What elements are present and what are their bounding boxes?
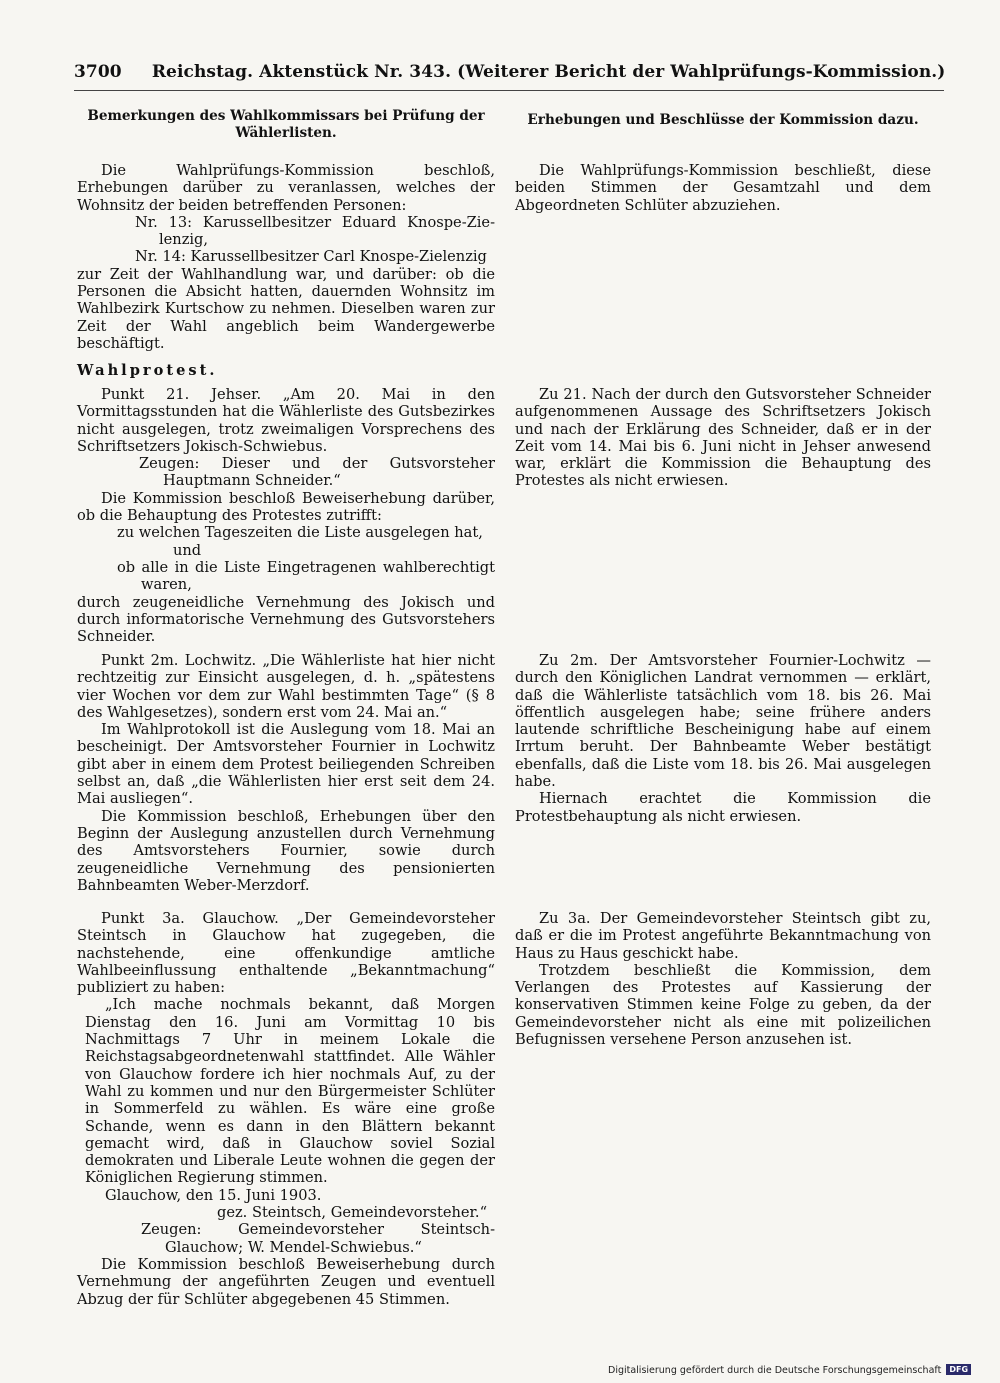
quote-date: Glauchow, den 15. Juni 1903. [105,1186,322,1204]
paragraph: Zu 2m. Der Amtsvorsteher Fournier-Lochwitz — durch den Königlichen Landrat vernommen — erklärt, daß die Wählerliste tatsächlich vom 18. bis 26. Mai öffentlich ausgelegen habe; seine frühere anders lautende schriftliche Bescheinigung habe auf einem Irrtum beruht. Der Bahnbeamte Weber bestätigt ebenfalls, daß die Liste vom 18. bis 26. Mai ausgelegen habe. [515,652,931,791]
paragraph: Punkt 2m. Lochwitz. „Die Wählerliste hat hier nicht rechtzeitig zur Einsicht ausgelegen, d. h. „spätestens vier Wochen vor dem zur Wahl bestimmten Tage“ (§ 8 des Wahlgesetzes), sondern erst vom 24. Mai an.“ [77,652,495,721]
person-nr14: Nr. 14: Karussellbesitzer Carl Knospe-Zielenzig [135,248,487,266]
paragraph: Zu 3a. Der Gemeindevorsteher Steintsch gibt zu, daß er die im Protest angeführte Bekanntmachung von Haus zu Haus geschickt habe. [515,910,931,962]
section-wahlkommissar [77,162,495,352]
section-title: Wahlprotest. [77,362,218,379]
section-zu-21 [515,386,931,490]
page-number: 3700 [74,62,122,82]
footer-text: Digitalisierung gefördert durch die Deutsche Forschungsgemeinschaft [608,1365,942,1376]
paragraph: Die Wahlprüfungs-Kommission beschloß, Erhebungen darüber zu veranlassen, welches der Wohnsitz der beiden betreffenden Personen: [77,162,495,214]
witnesses: Zeugen: Dieser und der Gutsvorsteher Hauptmann Schneider.“ [139,455,495,490]
paragraph: Trotzdem beschließt die Kommission, dem Verlangen des Protestes auf Kassierung der konservativen Stimmen keine Folge zu geben, da der Gemeindevorsteher nicht als eine mit polizeilichen Befugnissen versehene Person anzusehen ist. [515,961,931,1049]
paragraph: Die Kommission beschloß, Erhebungen über den Beginn der Auslegung anzustellen durch Vernehmung des Amtsvorstehers Fournier, sowie durch zeugeneidliche Vernehmung des pensionierten Bahnbeamten Weber-Merzdorf. [77,807,495,894]
left-column-heading: Bemerkungen des Wahlkommissars bei Prüfung der Wählerlisten. [87,108,485,141]
witnesses: Zeugen: Gemeindevorsteher Steintsch-Glauchow; W. Mendel-Schwiebus.“ [141,1221,495,1256]
dfg-logo: DFG [946,1364,971,1375]
section-punkt-2m [77,652,495,894]
section-zu-3a [515,910,931,1048]
header-rule [74,90,944,91]
section-beschluss-1 [515,162,931,214]
section-punkt-21 [77,386,495,645]
digitization-footer [608,1364,988,1376]
page-title: Reichstag. Aktenstück Nr. 343. (Weiterer Bericht der Wahlprüfungs-Kommission.) [151,62,946,82]
paragraph: Punkt 3a. Glauchow. „Der Gemeindevorsteher Steintsch in Glauchow hat zugegeben, die nachstehende, eine offenkundige amtliche Wahlbeeinflussung enthaltende „Bekanntmachung“ publiziert zu haben: [77,910,495,997]
paragraph: zu welchen Tageszeiten die Liste ausgelegen hat, [117,524,483,542]
section-punkt-3a [77,910,495,1308]
quote-text: „Ich mache nochmals bekannt, daß Morgen Dienstag den 16. Juni am Vormittag 10 bis Nachmittags 7 Uhr in meinem Lokale die Reichstagsabgeordnetenwahl stattfindet. Alle Wähler von Glauchow fordere ich hier nochmals Auf, zu der Wahl zu kommen und nur den Bürgermeister Schlüter in Sommerfeld zu wählen. Es wäre eine große Schande, wenn es dann in den Blättern bekannt gemacht wird, daß in Glauchow soviel Sozial demokraten und Liberale Leute wohnen die gegen der Königlichen Regierung stimmen. [85,996,495,1187]
paragraph: Hiernach erachtet die Kommission die Protestbehauptung als nicht erwiesen. [515,790,931,825]
page-header [74,62,944,82]
paragraph: zur Zeit der Wahlhandlung war, und darüber: ob die Personen die Absicht hatten, dauernden Wohnsitz im Wahlbezirk Kurtschow zu nehmen. Dieselben waren zur Zeit der Wahl angeblich beim Wandergewerbe beschäftigt. [77,265,495,352]
quote-signature: gez. Steintsch, Gemeindevorsteher.“ [217,1204,488,1222]
quote-block [77,996,495,1221]
paragraph: Die Wahlprüfungs-Kommission beschließt, diese beiden Stimmen der Gesamtzahl und dem Abgeordneten Schlüter abzuziehen. [515,162,931,214]
paragraph: Punkt 21. Jehser. „Am 20. Mai in den Vormittagsstunden hat die Wählerliste des Gutsbezirkes nicht ausgelegen, trotz zweimaligen Vorsprechens des Schriftsetzers Jokisch-Schwiebus. [77,386,495,455]
paragraph: durch zeugeneidliche Vernehmung des Jokisch und durch informatorische Vernehmung des Gutsvorstehers Schneider. [77,593,495,646]
person-nr13: Nr. 13: Karussellbesitzer Eduard Knospe-Zie-lenzig, [135,213,495,249]
right-column-heading: Erhebungen und Beschlüsse der Kommission dazu. [527,112,919,128]
paragraph: Die Kommission beschloß Beweiserhebung darüber, ob die Behauptung des Protestes zutrifft: [77,489,495,525]
paragraph: Im Wahlprotokoll ist die Auslegung vom 18. Mai an bescheinigt. Der Amtsvorsteher Fournier in Lochwitz gibt aber in einem dem Protest beiliegenden Schreiben selbst an, daß „die Wählerlisten hier erst seit dem 24. Mai ausliegen“. [77,721,495,808]
wahlprotest-title [77,362,495,379]
paragraph: und [173,541,202,559]
paragraph: Zu 21. Nach der durch den Gutsvorsteher Schneider aufgenommenen Aussage des Schriftsetzers Jokisch und nach der Erklärung des Schneider, daß er in der Zeit vom 14. Mai bis 6. Juni nicht in Jehser anwesend war, erklärt die Kommission die Behauptung des Protestes als nicht erwiesen. [515,386,931,490]
section-zu-2m [515,652,931,825]
paragraph: Die Kommission beschloß Beweiserhebung durch Vernehmung der angeführten Zeugen und eventuell Abzug der für Schlüter abgegebenen 45 Stimmen. [77,1255,495,1308]
paragraph: ob alle in die Liste Eingetragenen wahlberechtigt waren, [117,558,495,594]
